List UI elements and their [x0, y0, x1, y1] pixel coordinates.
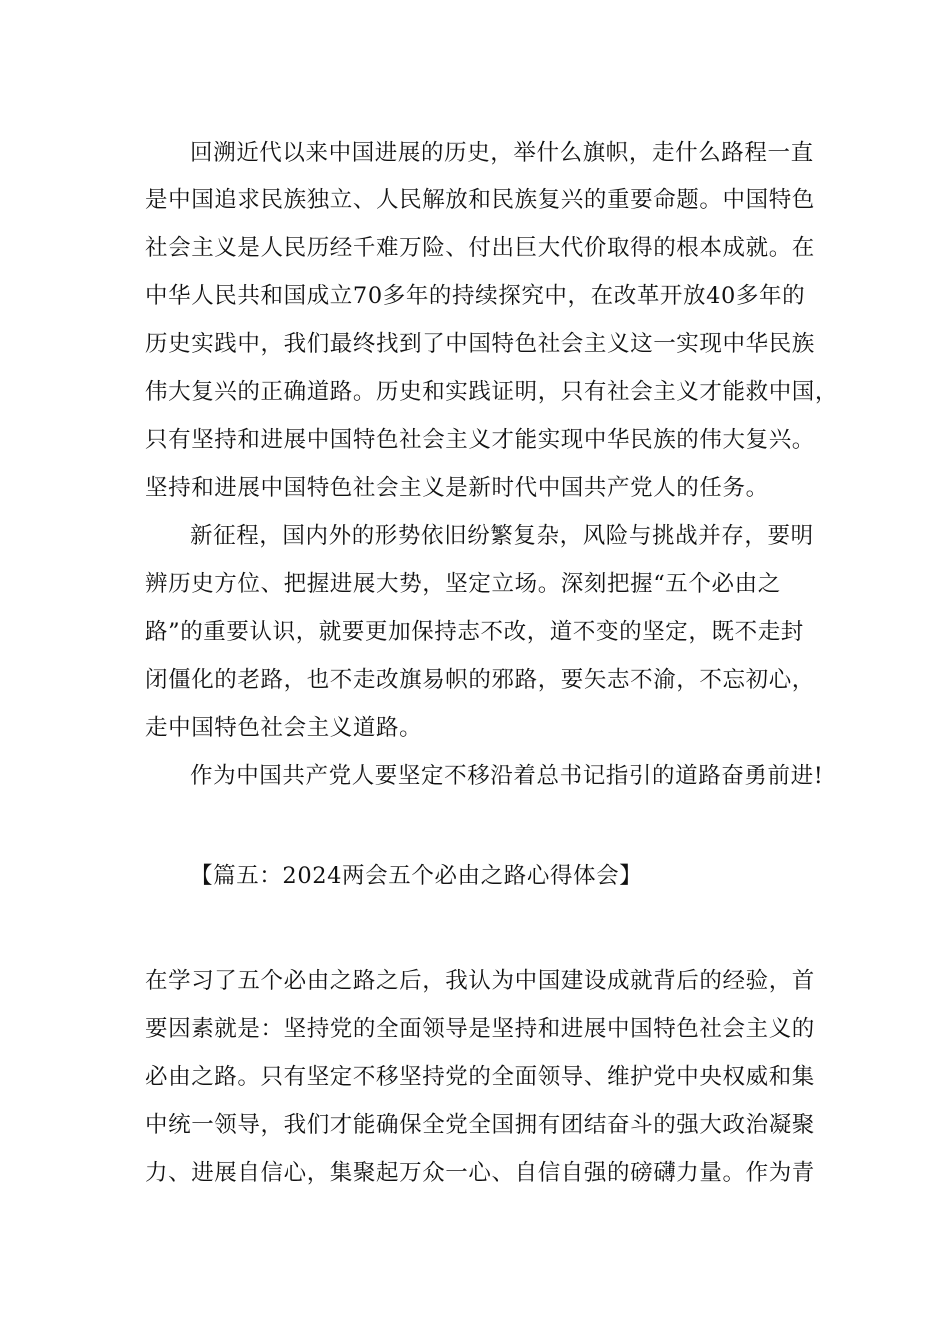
paragraph-1-line-5: 历史实践中，我们最终找到了中国特色社会主义这一实现中华民族	[145, 331, 815, 357]
paragraph-4-line-1: 在学习了五个必由之路之后，我认为中国建设成就背后的经验，首	[145, 968, 815, 994]
paragraph-2-line-4: 闭僵化的老路，也不走改旗易帜的邪路，要矢志不渝，不忘初心，	[145, 667, 815, 693]
paragraph-3-line-1: 作为中国共产党人要坚定不移沿着总书记指引的道路奋勇前进!	[190, 763, 824, 789]
paragraph-1-line-3: 社会主义是人民历经千难万险、付出巨大代价取得的根本成就。在	[145, 235, 815, 261]
paragraph-2-line-5: 走中国特色社会主义道路。	[145, 715, 423, 741]
paragraph-1-line-8: 坚持和进展中国特色社会主义是新时代中国共产党人的任务。	[145, 475, 769, 501]
paragraph-2-line-1: 新征程，国内外的形势依旧纷繁复杂，风险与挑战并存，要明	[190, 523, 814, 549]
paragraph-1-line-2: 是中国追求民族独立、人民解放和民族复兴的重要命题。中国特色	[145, 187, 815, 213]
section-heading: 【篇五：2024两会五个必由之路心得体会】	[190, 863, 643, 889]
paragraph-4-line-3: 必由之路。只有坚定不移坚持党的全面领导、维护党中央权威和集	[145, 1064, 815, 1090]
paragraph-1-line-6: 伟大复兴的正确道路。历史和实践证明，只有社会主义才能救中国，	[145, 379, 839, 405]
paragraph-4-line-5: 力、进展自信心，集聚起万众一心、自信自强的磅礴力量。作为青	[145, 1160, 815, 1186]
paragraph-1-line-1: 回溯近代以来中国进展的历史，举什么旗帜，走什么路程一直	[190, 140, 814, 166]
paragraph-2-line-2: 辨历史方位、把握进展大势，坚定立场。深刻把握“五个必由之	[145, 571, 781, 597]
paragraph-4-line-4: 中统一领导，我们才能确保全党全国拥有团结奋斗的强大政治凝聚	[145, 1112, 815, 1138]
paragraph-4-line-2: 要因素就是：坚持党的全面领导是坚持和进展中国特色社会主义的	[145, 1016, 815, 1042]
paragraph-1-line-7: 只有坚持和进展中国特色社会主义才能实现中华民族的伟大复兴。	[145, 427, 815, 453]
paragraph-2-line-3: 路”的重要认识，就要更加保持志不改，道不变的坚定，既不走封	[145, 619, 804, 645]
paragraph-1-line-4: 中华人民共和国成立70多年的持续探究中，在改革开放40多年的	[145, 283, 806, 309]
